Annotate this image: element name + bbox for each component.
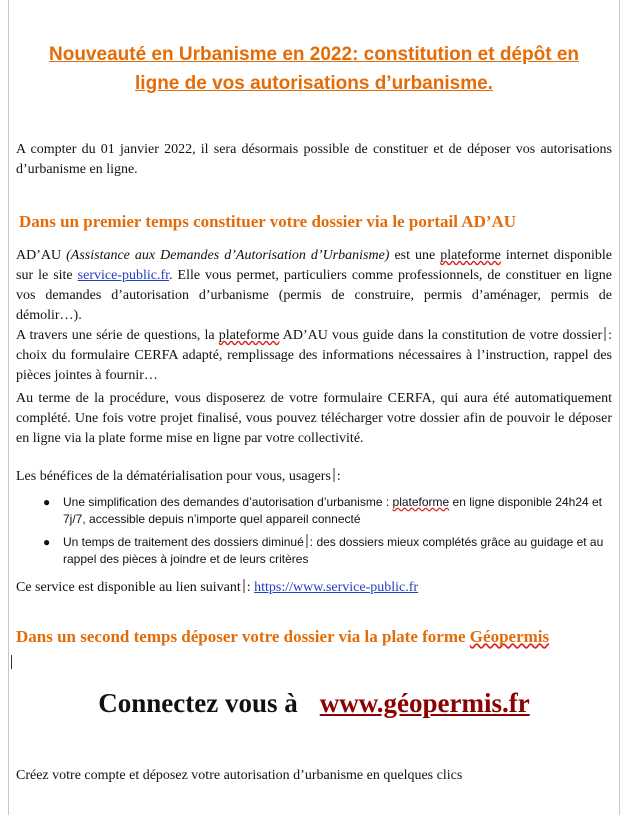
section1-heading: Dans un premier temps constituer votre dossier via le portail AD’AU [19,212,517,231]
geopermis-word: Géopermis [469,627,550,646]
p1-plateforme: plateforme [440,248,501,263]
p2-end: : choix du formulaire CERFA adapté, remplissage des informations nécessaires à l’instruction, rappel des pièces jointes à fournir… [16,328,612,383]
section2-heading [16,627,612,647]
connect-line [9,688,619,719]
p1-end: . Elle vous permet, particuliers comme professionnels, de constituer en ligne vos demandes d’autorisation d’urbanisme (permis de construire, permis d’aménager, permis de démolir…). [16,268,613,323]
edit-mark [306,534,308,548]
benefits-intro-text: Les bénéfices de la dématérialisation pour vous, usagers [16,469,331,484]
benefits-colon: : [336,469,341,484]
p1-mid2: internet disponible sur le site [16,248,612,283]
guide-paragraph [16,326,612,386]
service-public-link[interactable]: service-public.fr [77,268,170,283]
p2-plateforme: plateforme [218,328,280,343]
benefits-list [37,494,617,574]
p1-mid: est une [389,248,441,263]
service-line-text: Ce service est disponible au lien suivant [16,580,241,595]
benefits-intro [16,467,612,487]
p1-italic: (Assistance aux Demandes d’Autorisation d’Urbanisme) [66,248,390,263]
list-item: ● Une simplification des demandes d’autorisation d’urbanisme : plateforme en ligne disponible 24h24 et 7j/7, accessible depuis n’importe quel appareil connecté [43,495,603,526]
edit-mark [333,468,335,482]
document-page [8,0,620,815]
bullet-icon: ● [43,535,51,549]
connect-label: Connectez vous à [98,688,298,718]
geopermis-link[interactable]: www.géopermis.fr [319,688,530,718]
service-public-url-link[interactable]: https://www.service-public.fr [254,580,419,595]
adau-paragraph [16,246,612,326]
edit-mark [243,579,245,593]
cerfa-paragraph: Au terme de la procédure, vous disposerez de votre formulaire CERFA, qui aura été automatiquement complété. Une fois votre projet finalisé, vous pouvez télécharger votre dossier afin de pouvoir le déposer en ligne via la plate forme mise en ligne par votre collectivité. [16,391,612,446]
document-title [19,40,609,98]
footer-text: Créez votre compte et déposez votre autorisation d’urbanisme en quelques clics [16,768,463,783]
title-line-1: Nouveauté en Urbanisme en 2022: constitution et dépôt en [49,44,579,65]
service-line [16,578,612,598]
p2-mid: AD’AU vous guide dans la constitution de votre dossier [279,328,603,343]
section2-heading-text: Dans un second temps déposer votre dossier via la plate forme [16,627,470,646]
title-line-2: ligne de vos autorisations d’urbanisme. [135,73,493,94]
p2-start: A travers une série de questions, la [16,328,219,343]
intro-paragraph: A compter du 01 janvier 2022, il sera désormais possible de constituer et de déposer vos autorisations d’urbanisme en ligne. [16,142,612,177]
bullet-icon: ● [43,495,51,509]
p1-start: AD’AU [16,248,67,263]
text-cursor [11,655,12,669]
edit-mark [604,327,606,341]
list-item: ● Un temps de traitement des dossiers diminué : des dossiers mieux complétés grâce au guidage et au rappel des pièces à joindre et de leurs critères [43,535,604,566]
service-colon: : [246,580,255,595]
